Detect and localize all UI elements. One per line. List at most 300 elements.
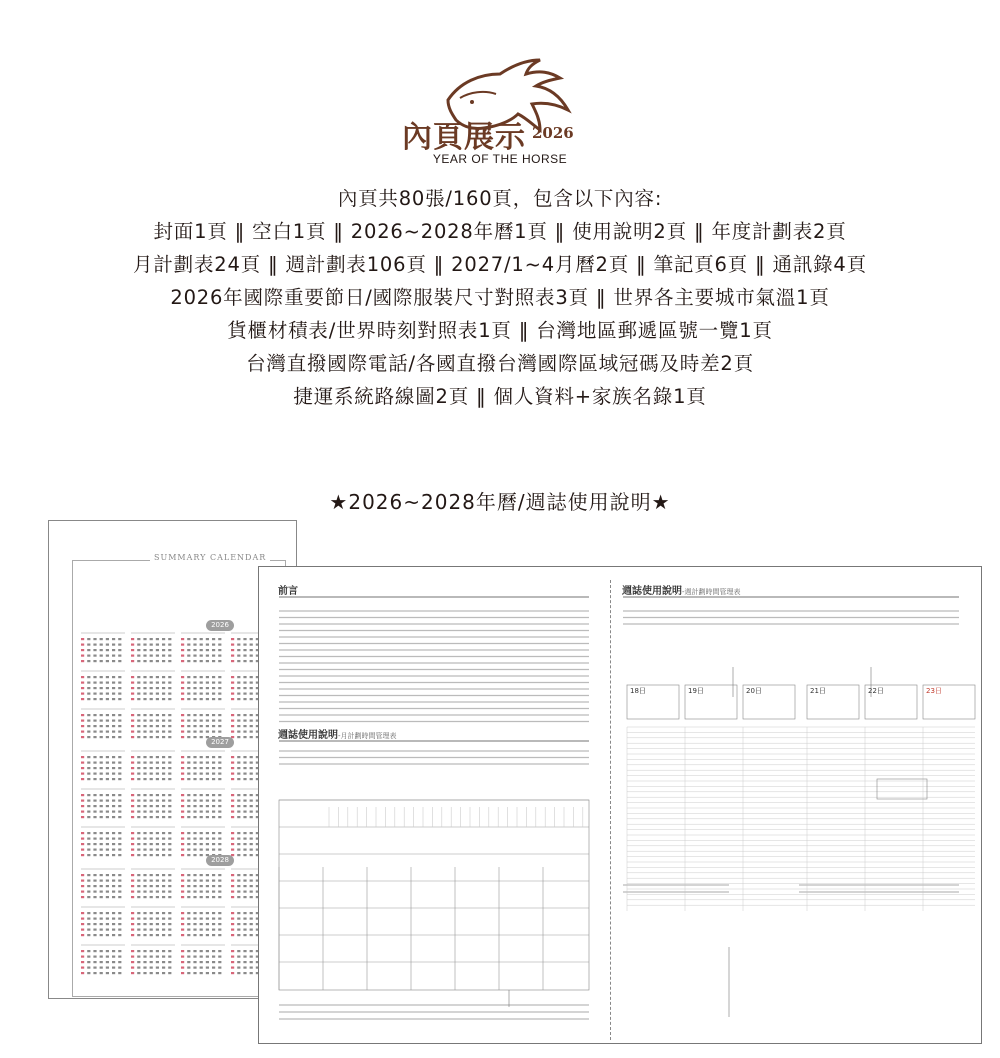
day-mark (137, 854, 140, 856)
day-mark (87, 778, 90, 780)
day-mark (137, 644, 140, 646)
day-mark (181, 805, 184, 807)
day-mark (143, 832, 146, 834)
day-mark (87, 731, 90, 733)
day-mark (131, 912, 134, 914)
day-mark (150, 638, 153, 640)
day-mark (162, 693, 165, 695)
day-mark (93, 720, 96, 722)
day-mark (143, 912, 146, 914)
day-mark (87, 773, 90, 775)
day-mark (156, 934, 159, 936)
day-mark (187, 961, 190, 963)
day-mark (212, 725, 215, 727)
day-mark (137, 811, 140, 813)
day-mark (118, 854, 121, 856)
day-mark (87, 805, 90, 807)
day-mark (100, 880, 103, 882)
day-mark (168, 896, 171, 898)
day-mark (156, 923, 159, 925)
day-mark (131, 698, 134, 700)
day-mark (218, 972, 221, 974)
day-mark (137, 720, 140, 722)
day-mark (87, 644, 90, 646)
day-mark (143, 644, 146, 646)
day-mark (181, 773, 184, 775)
day-mark (112, 794, 115, 796)
day-mark (87, 687, 90, 689)
day-mark (106, 800, 109, 802)
day-mark (118, 929, 121, 931)
day-mark (162, 832, 165, 834)
day-mark (218, 655, 221, 657)
day-mark (131, 854, 134, 856)
day-mark (156, 885, 159, 887)
day-mark (100, 950, 103, 952)
day-mark (181, 923, 184, 925)
day-mark (162, 644, 165, 646)
content-line: 台灣直撥國際電話/各國直撥台灣國際區域冠碼及時差2頁 (246, 352, 754, 375)
day-mark (193, 693, 196, 695)
day-mark (118, 838, 121, 840)
day-mark (112, 967, 115, 969)
day-mark (237, 956, 240, 958)
day-mark (212, 693, 215, 695)
day-mark (100, 885, 103, 887)
day-mark (200, 649, 203, 651)
day-mark (131, 880, 134, 882)
day-mark (106, 950, 109, 952)
day-mark (156, 767, 159, 769)
day-mark (81, 649, 84, 651)
day-mark (212, 950, 215, 952)
day-mark (193, 725, 196, 727)
day-mark (187, 762, 190, 764)
day-mark (181, 912, 184, 914)
day-mark (187, 805, 190, 807)
day-mark (200, 880, 203, 882)
day-mark (243, 720, 246, 722)
day-mark (131, 778, 134, 780)
day-mark (143, 725, 146, 727)
day-mark (181, 874, 184, 876)
day-mark (87, 961, 90, 963)
day-mark (212, 880, 215, 882)
day-mark (93, 849, 96, 851)
day-mark (106, 891, 109, 893)
day-mark (237, 832, 240, 834)
day-mark (150, 811, 153, 813)
day-mark (168, 714, 171, 716)
day-mark (150, 854, 153, 856)
day-mark (237, 885, 240, 887)
day-mark (81, 767, 84, 769)
day-mark (100, 896, 103, 898)
day-mark (143, 950, 146, 952)
day-mark (237, 676, 240, 678)
day-mark (200, 676, 203, 678)
day-mark (131, 918, 134, 920)
day-mark (200, 638, 203, 640)
day-mark (106, 885, 109, 887)
day-mark (243, 655, 246, 657)
day-mark (131, 891, 134, 893)
day-mark (218, 923, 221, 925)
day-mark (143, 638, 146, 640)
day-mark (218, 800, 221, 802)
day-mark (150, 912, 153, 914)
day-mark (250, 832, 253, 834)
day-mark (118, 923, 121, 925)
day-mark (93, 912, 96, 914)
day-mark (243, 843, 246, 845)
day-mark (250, 918, 253, 920)
day-mark (118, 972, 121, 974)
day-mark (81, 885, 84, 887)
day-mark (218, 725, 221, 727)
day-mark (193, 967, 196, 969)
day-mark (162, 773, 165, 775)
day-mark (162, 660, 165, 662)
day-mark (93, 896, 96, 898)
day-mark (168, 929, 171, 931)
day-mark (218, 849, 221, 851)
day-mark (168, 649, 171, 651)
day-mark (237, 682, 240, 684)
day-mark (243, 832, 246, 834)
day-mark (243, 714, 246, 716)
day-mark (231, 923, 234, 925)
day-mark (131, 655, 134, 657)
day-mark (100, 891, 103, 893)
day-mark (81, 918, 84, 920)
day-mark (118, 880, 121, 882)
day-mark (162, 655, 165, 657)
day-mark (112, 816, 115, 818)
content-line: 捷運系統路線圖2頁 ‖ 個人資料+家族名錄1頁 (293, 385, 707, 408)
day-mark (156, 773, 159, 775)
day-mark (237, 800, 240, 802)
day-mark (250, 731, 253, 733)
day-mark (143, 676, 146, 678)
day-mark (112, 736, 115, 738)
day-mark (131, 816, 134, 818)
day-mark (243, 693, 246, 695)
day-mark (87, 693, 90, 695)
day-mark (156, 725, 159, 727)
day-mark (206, 891, 209, 893)
day-mark (181, 961, 184, 963)
day-mark (106, 934, 109, 936)
day-mark (243, 912, 246, 914)
day-mark (137, 731, 140, 733)
day-mark (231, 832, 234, 834)
day-mark (231, 805, 234, 807)
day-mark (206, 923, 209, 925)
day-mark (200, 731, 203, 733)
day-mark (218, 794, 221, 796)
day-mark (168, 731, 171, 733)
day-mark (100, 762, 103, 764)
day-mark (231, 676, 234, 678)
day-mark (187, 849, 190, 851)
day-mark (243, 923, 246, 925)
day-mark (106, 805, 109, 807)
day-mark (143, 967, 146, 969)
day-mark (231, 811, 234, 813)
day-mark (206, 816, 209, 818)
day-mark (231, 896, 234, 898)
day-mark (200, 756, 203, 758)
day-mark (112, 682, 115, 684)
day-mark (200, 843, 203, 845)
day-mark (181, 972, 184, 974)
day-mark (250, 912, 253, 914)
day-mark (93, 880, 96, 882)
day-mark (137, 773, 140, 775)
day-mark (112, 649, 115, 651)
day-mark (181, 655, 184, 657)
day-mark (212, 972, 215, 974)
day-mark (243, 934, 246, 936)
day-mark (137, 929, 140, 931)
day-mark (250, 725, 253, 727)
day-mark (218, 950, 221, 952)
day-mark (237, 923, 240, 925)
day-mark (212, 644, 215, 646)
day-mark (150, 794, 153, 796)
day-mark (87, 816, 90, 818)
day-mark (106, 644, 109, 646)
day-mark (218, 778, 221, 780)
day-mark (206, 720, 209, 722)
day-mark (200, 934, 203, 936)
day-mark (93, 967, 96, 969)
day-mark (200, 778, 203, 780)
day-mark (231, 843, 234, 845)
day-mark (250, 880, 253, 882)
day-mark (237, 736, 240, 738)
day-mark (200, 805, 203, 807)
day-mark (193, 885, 196, 887)
day-mark (181, 638, 184, 640)
day-mark (231, 816, 234, 818)
day-mark (181, 676, 184, 678)
content-line: 2026年國際重要節日/國際服裝尺寸對照表3頁 ‖ 世界各主要城市氣溫1頁 (170, 286, 830, 309)
day-mark (187, 832, 190, 834)
day-mark (168, 655, 171, 657)
day-mark (181, 767, 184, 769)
day-mark (168, 874, 171, 876)
day-mark (243, 773, 246, 775)
day-mark (156, 961, 159, 963)
day-mark (156, 756, 159, 758)
day-mark (112, 912, 115, 914)
day-mark (250, 682, 253, 684)
day-mark (218, 874, 221, 876)
day-mark (231, 687, 234, 689)
day-mark (118, 644, 121, 646)
day-mark (143, 874, 146, 876)
day-mark (106, 832, 109, 834)
day-mark (87, 698, 90, 700)
day-mark (131, 843, 134, 845)
day-mark (187, 693, 190, 695)
day-mark (212, 778, 215, 780)
day-mark (212, 773, 215, 775)
day-mark (150, 880, 153, 882)
day-mark (106, 731, 109, 733)
day-mark (200, 644, 203, 646)
day-mark (156, 967, 159, 969)
day-mark (112, 854, 115, 856)
day-mark (243, 767, 246, 769)
day-mark (156, 731, 159, 733)
day-mark (193, 800, 196, 802)
day-mark (206, 896, 209, 898)
day-mark (106, 676, 109, 678)
day-mark (156, 736, 159, 738)
day-mark (187, 660, 190, 662)
day-mark (250, 794, 253, 796)
day-mark (250, 891, 253, 893)
day-mark (93, 972, 96, 974)
day-mark (106, 778, 109, 780)
day-mark (143, 849, 146, 851)
day-mark (112, 687, 115, 689)
day-mark (100, 714, 103, 716)
day-mark (187, 794, 190, 796)
day-mark (162, 923, 165, 925)
day-mark (200, 950, 203, 952)
day-mark (168, 638, 171, 640)
day-mark (118, 912, 121, 914)
day-mark (81, 874, 84, 876)
day-mark (237, 929, 240, 931)
day-mark (231, 773, 234, 775)
day-mark (137, 725, 140, 727)
day-mark (143, 720, 146, 722)
day-mark (200, 854, 203, 856)
day-mark (87, 762, 90, 764)
day-mark (250, 874, 253, 876)
day-mark (112, 805, 115, 807)
day-mark (231, 644, 234, 646)
day-mark (150, 655, 153, 657)
day-mark (81, 800, 84, 802)
day-mark (237, 756, 240, 758)
day-mark (243, 687, 246, 689)
day-mark (218, 816, 221, 818)
day-mark (162, 880, 165, 882)
day-mark (100, 816, 103, 818)
day-mark (231, 961, 234, 963)
day-mark (112, 918, 115, 920)
day-mark (168, 854, 171, 856)
day-mark (187, 843, 190, 845)
day-mark (93, 762, 96, 764)
day-mark (93, 816, 96, 818)
day-mark (93, 676, 96, 678)
day-mark (93, 698, 96, 700)
day-mark (156, 682, 159, 684)
day-mark (206, 874, 209, 876)
day-mark (206, 682, 209, 684)
day-label: 18日 (630, 687, 646, 695)
day-mark (243, 800, 246, 802)
day-mark (118, 849, 121, 851)
day-mark (181, 794, 184, 796)
day-mark (118, 773, 121, 775)
mini-calendar-grid (73, 561, 285, 996)
day-mark (243, 731, 246, 733)
day-mark (206, 655, 209, 657)
day-mark (212, 638, 215, 640)
day-mark (250, 929, 253, 931)
day-mark (131, 693, 134, 695)
day-mark (93, 660, 96, 662)
day-mark (231, 725, 234, 727)
day-mark (100, 849, 103, 851)
day-mark (137, 805, 140, 807)
day-mark (100, 918, 103, 920)
day-mark (200, 967, 203, 969)
day-mark (112, 720, 115, 722)
day-mark (193, 961, 196, 963)
day-mark (218, 832, 221, 834)
day-mark (218, 731, 221, 733)
day-mark (218, 720, 221, 722)
calendar-page-frame (72, 560, 286, 997)
day-mark (156, 762, 159, 764)
day-mark (150, 843, 153, 845)
day-mark (81, 714, 84, 716)
day-mark (168, 778, 171, 780)
day-mark (93, 693, 96, 695)
day-mark (156, 854, 159, 856)
day-mark (131, 896, 134, 898)
day-mark (181, 929, 184, 931)
day-mark (81, 676, 84, 678)
day-mark (193, 934, 196, 936)
content-line: 月計劃表24頁 ‖ 週計劃表106頁 ‖ 2027/1~4月曆2頁 ‖ 筆記頁6頁 ‖ 通訊錄4頁 (133, 253, 867, 276)
day-mark (200, 923, 203, 925)
day-mark (168, 693, 171, 695)
day-mark (193, 896, 196, 898)
day-mark (150, 891, 153, 893)
day-mark (150, 649, 153, 651)
day-mark (168, 967, 171, 969)
day-mark (93, 649, 96, 651)
day-mark (200, 832, 203, 834)
day-mark (200, 896, 203, 898)
day-mark (87, 649, 90, 651)
day-mark (100, 934, 103, 936)
day-mark (93, 929, 96, 931)
day-mark (112, 961, 115, 963)
day-mark (237, 854, 240, 856)
day-mark (100, 912, 103, 914)
day-mark (193, 929, 196, 931)
day-mark (212, 756, 215, 758)
day-mark (218, 918, 221, 920)
day-mark (212, 811, 215, 813)
day-mark (206, 756, 209, 758)
day-mark (81, 811, 84, 813)
day-mark (112, 929, 115, 931)
day-mark (137, 849, 140, 851)
day-mark (81, 854, 84, 856)
